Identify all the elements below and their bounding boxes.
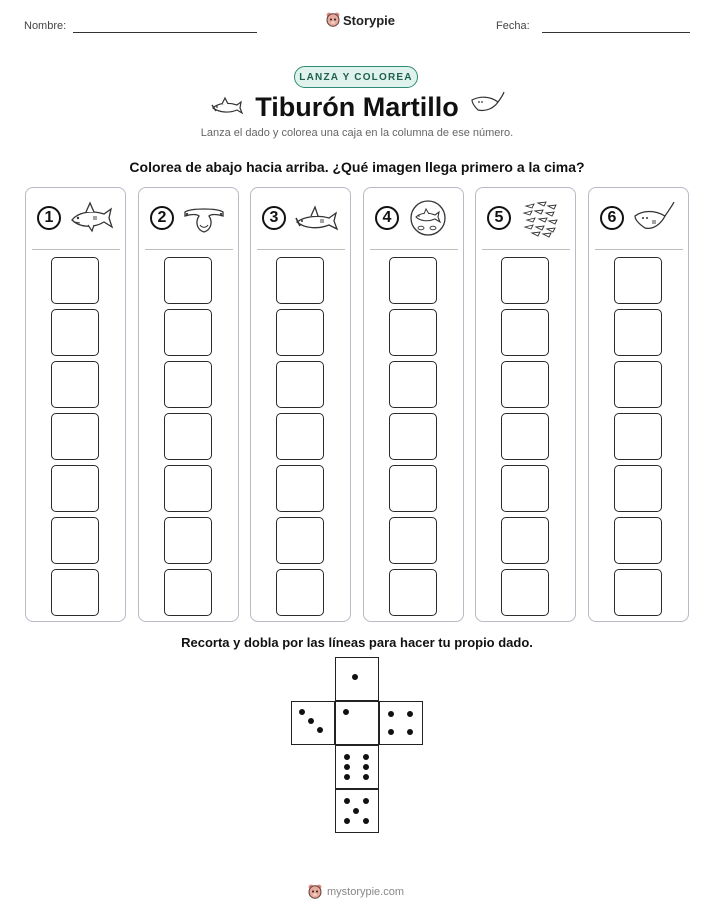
- color-box[interactable]: [276, 465, 324, 512]
- die-pip: [407, 711, 413, 717]
- die-face-4: [379, 701, 423, 745]
- column-number: 5: [487, 206, 511, 230]
- die-face-1: [335, 657, 379, 701]
- die-pip: [407, 729, 413, 735]
- column-5: [475, 187, 576, 622]
- color-box[interactable]: [164, 465, 212, 512]
- color-box[interactable]: [164, 413, 212, 460]
- color-box[interactable]: [276, 517, 324, 564]
- color-box[interactable]: [51, 257, 99, 304]
- date-line[interactable]: [542, 32, 690, 33]
- color-box[interactable]: [389, 361, 437, 408]
- color-box[interactable]: [389, 517, 437, 564]
- color-box[interactable]: [501, 361, 549, 408]
- mascot-icon: [326, 12, 340, 28]
- die-pip: [352, 674, 358, 680]
- die-pip: [388, 729, 394, 735]
- column-number: 2: [150, 206, 174, 230]
- coloring-instruction: Colorea de abajo hacia arriba. ¿Qué imagen llega primero a la cima?: [129, 159, 585, 175]
- column-4: [363, 187, 464, 622]
- column-1: [25, 187, 126, 622]
- color-box[interactable]: [614, 569, 662, 616]
- color-box[interactable]: [614, 413, 662, 460]
- color-box[interactable]: [51, 569, 99, 616]
- color-box[interactable]: [164, 309, 212, 356]
- die-face-5: [335, 789, 379, 833]
- column-2: [138, 187, 239, 622]
- color-box[interactable]: [501, 413, 549, 460]
- color-box[interactable]: [51, 309, 99, 356]
- page-subtitle: Lanza el dado y colorea una caja en la columna de ese número.: [200, 127, 514, 139]
- name-label: Nombre:: [24, 20, 67, 32]
- color-box[interactable]: [501, 309, 549, 356]
- color-box[interactable]: [501, 465, 549, 512]
- shark-bubble-icon: [406, 198, 452, 238]
- page-title: Tiburón Martillo: [255, 92, 459, 122]
- color-box[interactable]: [276, 361, 324, 408]
- color-box[interactable]: [164, 569, 212, 616]
- die-pip: [299, 709, 305, 715]
- die-pip: [344, 764, 350, 770]
- color-box[interactable]: [51, 465, 99, 512]
- color-box[interactable]: [614, 361, 662, 408]
- color-box[interactable]: [51, 361, 99, 408]
- color-box[interactable]: [389, 257, 437, 304]
- column-divider: [257, 249, 345, 250]
- column-divider: [370, 249, 458, 250]
- brand-name: Storypie: [343, 12, 396, 28]
- color-box[interactable]: [614, 465, 662, 512]
- die-pip: [388, 711, 394, 717]
- die-pip: [344, 818, 350, 824]
- fish-school-icon: [518, 198, 564, 238]
- column-number: 4: [375, 206, 399, 230]
- die-pip: [363, 818, 369, 824]
- stingray-title-icon: [468, 90, 506, 120]
- color-box[interactable]: [501, 257, 549, 304]
- brand-logo: [326, 12, 395, 28]
- color-box[interactable]: [276, 309, 324, 356]
- die-face-1-center: [335, 701, 379, 745]
- color-box[interactable]: [164, 517, 212, 564]
- hammerhead-side-icon: [293, 198, 339, 238]
- column-6: [588, 187, 689, 622]
- color-box[interactable]: [51, 413, 99, 460]
- die-pip: [308, 718, 314, 724]
- color-box[interactable]: [164, 361, 212, 408]
- color-box[interactable]: [276, 569, 324, 616]
- column-number: 3: [262, 206, 286, 230]
- mascot-icon: [308, 884, 322, 900]
- color-box[interactable]: [501, 517, 549, 564]
- color-box[interactable]: [389, 569, 437, 616]
- die-pip: [363, 798, 369, 804]
- activity-badge: LANZA Y COLOREA: [294, 66, 418, 88]
- column-divider: [482, 249, 570, 250]
- die-pip: [363, 774, 369, 780]
- die-face-3: [291, 701, 335, 745]
- shark-icon: [68, 198, 114, 238]
- color-box[interactable]: [276, 257, 324, 304]
- hammerhead-front-icon: [181, 198, 227, 238]
- column-divider: [145, 249, 233, 250]
- die-pip: [343, 709, 349, 715]
- cutout-instruction: Recorta y dobla por las líneas para hacer tu propio dado.: [181, 635, 533, 650]
- color-box[interactable]: [614, 257, 662, 304]
- color-box[interactable]: [389, 465, 437, 512]
- stingray-icon: [631, 198, 677, 238]
- color-box[interactable]: [276, 413, 324, 460]
- die-pip: [317, 727, 323, 733]
- color-box[interactable]: [389, 309, 437, 356]
- footer: [308, 884, 404, 900]
- die-pip: [344, 798, 350, 804]
- date-label: Fecha:: [496, 20, 530, 32]
- die-pip: [363, 754, 369, 760]
- color-box[interactable]: [614, 517, 662, 564]
- color-box[interactable]: [389, 413, 437, 460]
- column-divider: [595, 249, 683, 250]
- name-line[interactable]: [73, 32, 257, 33]
- color-box[interactable]: [164, 257, 212, 304]
- color-box[interactable]: [51, 517, 99, 564]
- color-box[interactable]: [614, 309, 662, 356]
- die-face-6: [335, 745, 379, 789]
- die-pip: [344, 774, 350, 780]
- die-pip: [363, 764, 369, 770]
- footer-url[interactable]: mystorypie.com: [327, 886, 405, 898]
- column-divider: [32, 249, 120, 250]
- column-number: 1: [37, 206, 61, 230]
- die-pip: [344, 754, 350, 760]
- column-3: [250, 187, 351, 622]
- color-box[interactable]: [501, 569, 549, 616]
- die-pip: [353, 808, 359, 814]
- column-number: 6: [600, 206, 624, 230]
